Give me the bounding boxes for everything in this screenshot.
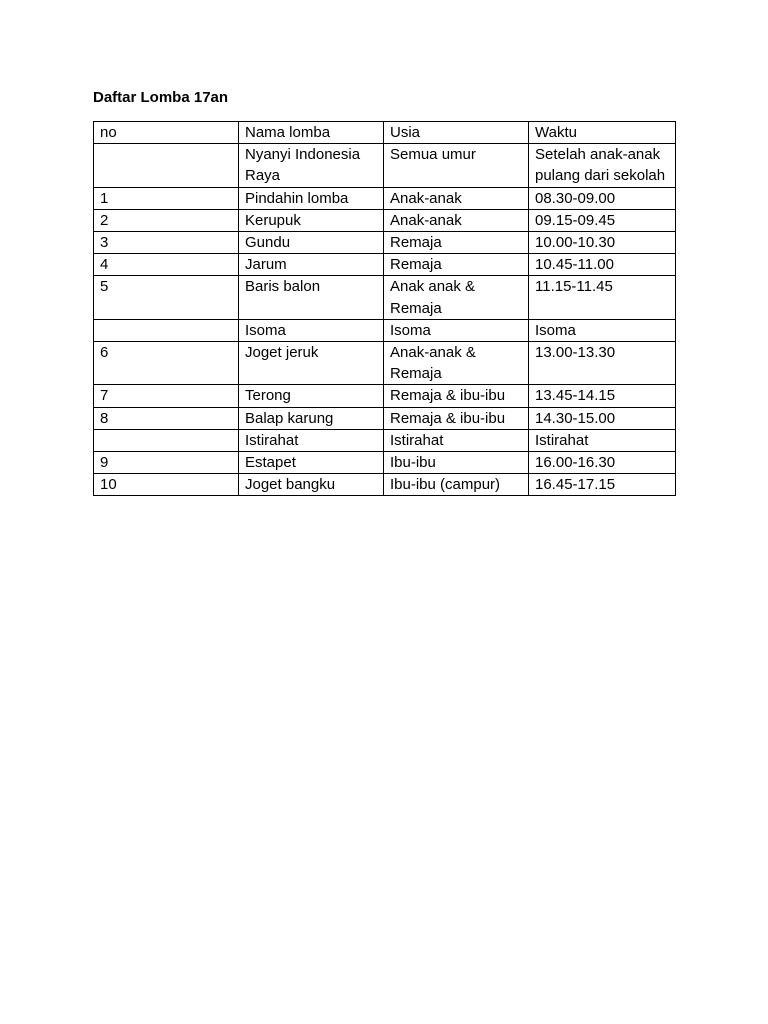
cell-usia: Ibu-ibu xyxy=(384,452,529,474)
cell-no: 5 xyxy=(94,276,239,319)
cell-nama-lomba: Terong xyxy=(239,385,384,407)
cell-usia: Semua umur xyxy=(384,144,529,187)
cell-nama-lomba: Balap karung xyxy=(239,407,384,429)
cell-waktu: 11.15-11.45 xyxy=(529,276,676,319)
cell-no: 10 xyxy=(94,474,239,496)
cell-no: 8 xyxy=(94,407,239,429)
cell-nama-lomba: Gundu xyxy=(239,232,384,254)
cell-waktu: 10.45-11.00 xyxy=(529,254,676,276)
cell-waktu: 08.30-09.00 xyxy=(529,187,676,209)
cell-usia: Remaja & ibu-ibu xyxy=(384,385,529,407)
cell-usia: Anak anak & Remaja xyxy=(384,276,529,319)
cell-nama-lomba: Estapet xyxy=(239,452,384,474)
cell-waktu: 14.30-15.00 xyxy=(529,407,676,429)
cell-nama-lomba: Isoma xyxy=(239,319,384,341)
table-row xyxy=(94,474,676,496)
cell-waktu: 16.45-17.15 xyxy=(529,474,676,496)
cell-usia: Remaja xyxy=(384,254,529,276)
cell-waktu: 13.45-14.15 xyxy=(529,385,676,407)
cell-nama-lomba: Joget bangku xyxy=(239,474,384,496)
table-row xyxy=(94,144,676,187)
header-waktu: Waktu xyxy=(529,122,676,144)
cell-nama-lomba: Baris balon xyxy=(239,276,384,319)
cell-usia: Ibu-ibu (campur) xyxy=(384,474,529,496)
header-no: no xyxy=(94,122,239,144)
cell-waktu: 10.00-10.30 xyxy=(529,232,676,254)
cell-no xyxy=(94,429,239,451)
table-row xyxy=(94,429,676,451)
cell-usia: Anak-anak xyxy=(384,209,529,231)
cell-nama-lomba: Joget jeruk xyxy=(239,342,384,385)
table-row xyxy=(94,407,676,429)
cell-waktu: 09.15-09.45 xyxy=(529,209,676,231)
header-nama-lomba: Nama lomba xyxy=(239,122,384,144)
table-header-row xyxy=(94,122,676,144)
cell-no: 9 xyxy=(94,452,239,474)
cell-nama-lomba: Jarum xyxy=(239,254,384,276)
cell-no: 6 xyxy=(94,342,239,385)
cell-waktu: Istirahat xyxy=(529,429,676,451)
table-row xyxy=(94,232,676,254)
cell-usia: Remaja xyxy=(384,232,529,254)
cell-usia: Remaja & ibu-ibu xyxy=(384,407,529,429)
table-row xyxy=(94,342,676,385)
cell-usia: Anak-anak & Remaja xyxy=(384,342,529,385)
cell-nama-lomba: Kerupuk xyxy=(239,209,384,231)
cell-nama-lomba: Pindahin lomba xyxy=(239,187,384,209)
cell-no xyxy=(94,144,239,187)
cell-nama-lomba: Nyanyi Indonesia Raya xyxy=(239,144,384,187)
cell-no: 2 xyxy=(94,209,239,231)
document-title: Daftar Lomba 17an xyxy=(93,89,229,106)
header-usia: Usia xyxy=(384,122,529,144)
lomba-table xyxy=(93,121,676,496)
cell-waktu: Isoma xyxy=(529,319,676,341)
cell-waktu: 13.00-13.30 xyxy=(529,342,676,385)
table-row xyxy=(94,187,676,209)
cell-no: 3 xyxy=(94,232,239,254)
cell-no: 4 xyxy=(94,254,239,276)
cell-usia: Isoma xyxy=(384,319,529,341)
cell-waktu: 16.00-16.30 xyxy=(529,452,676,474)
table-row xyxy=(94,254,676,276)
cell-no: 1 xyxy=(94,187,239,209)
table-row xyxy=(94,319,676,341)
cell-usia: Anak-anak xyxy=(384,187,529,209)
table-row xyxy=(94,452,676,474)
cell-usia: Istirahat xyxy=(384,429,529,451)
cell-nama-lomba: Istirahat xyxy=(239,429,384,451)
cell-no xyxy=(94,319,239,341)
cell-waktu: Setelah anak-anak pulang dari sekolah xyxy=(529,144,676,187)
table-row xyxy=(94,209,676,231)
table-row xyxy=(94,276,676,319)
table-row xyxy=(94,385,676,407)
cell-no: 7 xyxy=(94,385,239,407)
